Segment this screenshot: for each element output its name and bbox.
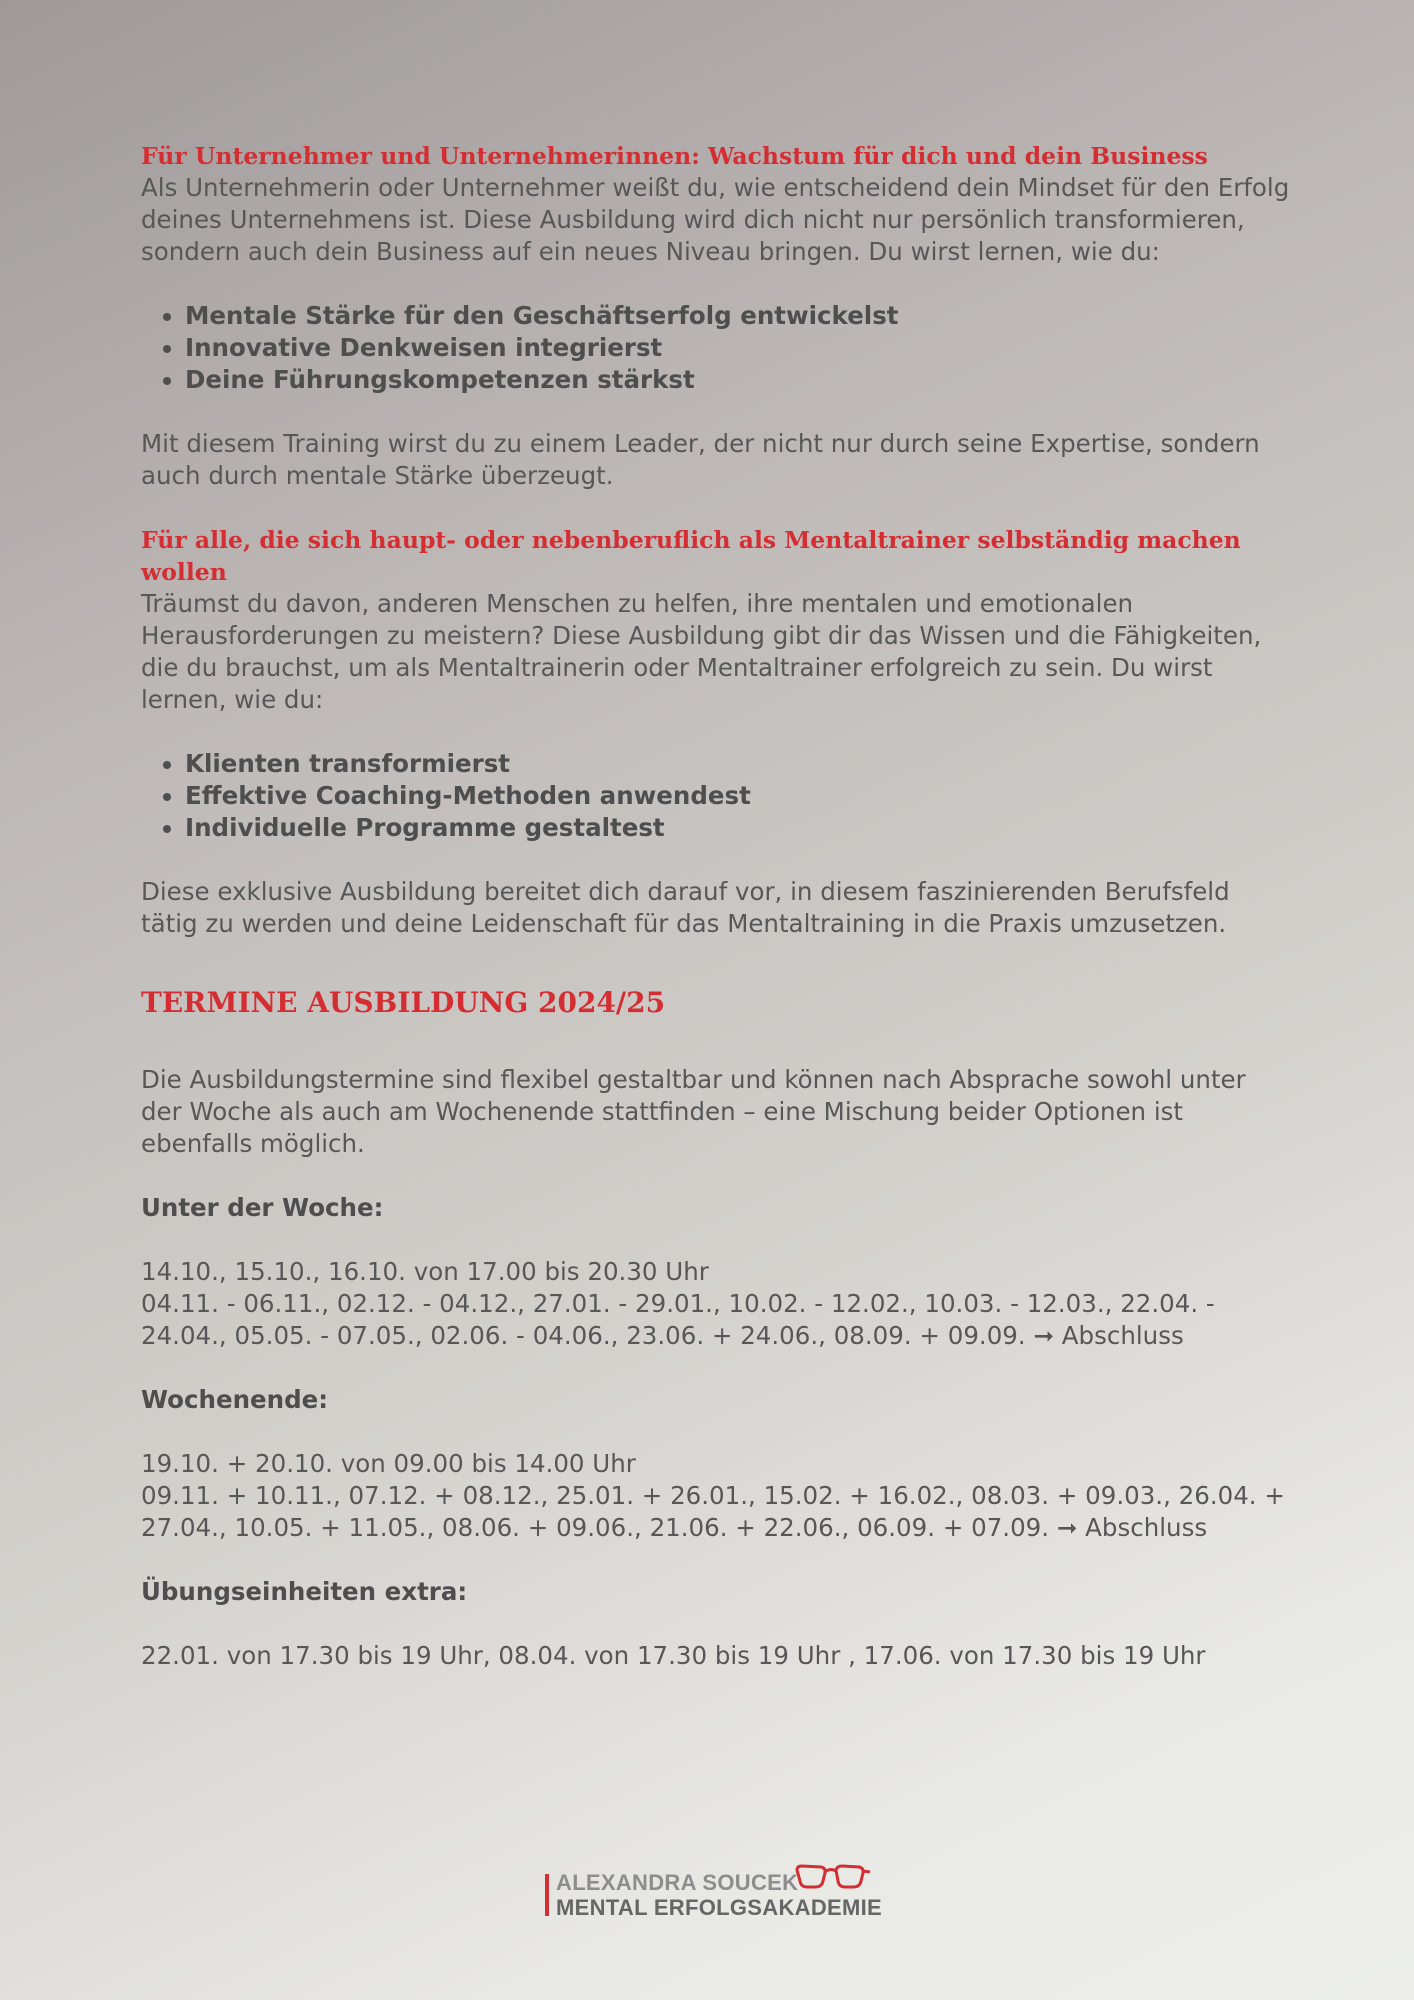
section-trainers-intro: Träumst du davon, anderen Menschen zu helfen, ihre mentalen und emotionalen Herausforderungen zu meistern? Diese Ausbildung gibt dir das Wissen und die Fähigkeiten, die du brauchst, um als Mentaltrainerin oder Mentaltrainer erfolgreich zu sein. Du wirst lernen, wie du: [141, 589, 1262, 714]
section-entrepreneurs-outro: Mit diesem Training wirst du zu einem Leader, der nicht nur durch seine Expertise, sondern auch durch mentale Stärke überzeugt. [141, 429, 1260, 490]
section-entrepreneurs-intro: Als Unternehmerin oder Unternehmer weißt du, wie entscheidend dein Mindset für den Erfolg deines Unternehmens ist. Diese Ausbildung wird dich nicht nur persönlich transformieren, sondern auch dein Business auf ein neues Niveau bringen. Du wirst lernen, wie du: [141, 173, 1290, 266]
section-trainers-list [141, 748, 1291, 844]
list-item: • Effektive Coaching-Methoden anwendest [185, 780, 1291, 812]
list-item: • Deine Führungskompetenzen stärkst [185, 364, 1291, 396]
list-item: • Mentale Stärke für den Geschäftserfolg entwickelst [185, 300, 1291, 332]
weekend-dates: 09.11. + 10.11., 07.12. + 08.12., 25.01. + 26.01., 15.02. + 16.02., 08.03. + 09.03., 26.04. + 27.04., 10.05. + 11.05., 08.06. + 09.06., 21.06. + 22.06., 06.09. + 07.09. ➞ Abschluss [141, 1481, 1285, 1542]
document-page [141, 140, 1291, 1672]
weekend-first-dates: 19.10. + 20.10. von 09.00 bis 14.00 Uhr [141, 1449, 636, 1478]
weekday-label: Unter der Woche: [141, 1193, 384, 1222]
section-entrepreneurs-heading: Für Unternehmer und Unternehmerinnen: Wachstum für dich und dein Business [141, 142, 1208, 170]
weekday-first-dates: 14.10., 15.10., 16.10. von 17.00 bis 20.30 Uhr [141, 1257, 709, 1286]
section-entrepreneurs-list [141, 300, 1291, 396]
list-item: • Klienten transformierst [185, 748, 1291, 780]
section-trainers-heading: Für alle, die sich haupt- oder nebenberuflich als Mentaltrainer selbständig machen wollen [141, 526, 1241, 586]
list-item: • Innovative Denkweisen integrierst [185, 332, 1291, 364]
termine-intro: Die Ausbildungstermine sind flexibel gestaltbar und können nach Absprache sowohl unter der Woche als auch am Wochenende stattfinden – eine Mischung beider Optionen ist ebenfalls möglich. [141, 1065, 1246, 1158]
termine-title: TERMINE AUSBILDUNG 2024/25 [141, 986, 666, 1019]
logo [545, 1862, 883, 1922]
glasses-icon [793, 1862, 871, 1896]
weekday-dates: 04.11. - 06.11., 02.12. - 04.12., 27.01. - 29.01., 10.02. - 12.02., 10.03. - 12.03., 22.04. - 24.04., 05.05. - 07.05., 02.06. - 04.06., 23.06. + 24.06., 08.09. + 09.09. ➞ Abschluss [141, 1289, 1215, 1350]
section-trainers-outro: Diese exklusive Ausbildung bereitet dich darauf vor, in diesem faszinierenden Berufsfeld tätig zu werden und deine Leidenschaft für das Mentaltraining in die Praxis umzusetzen. [141, 877, 1230, 938]
list-item: • Individuelle Programme gestaltest [185, 812, 1291, 844]
logo-name: ALEXANDRA SOUCEK [556, 1870, 799, 1895]
logo-subtitle: MENTAL ERFOLGSAKADEMIE [556, 1895, 883, 1920]
logo-bar [545, 1874, 549, 1916]
extra-label: Übungseinheiten extra: [141, 1577, 468, 1606]
weekend-label: Wochenende: [141, 1385, 329, 1414]
extra-dates: 22.01. von 17.30 bis 19 Uhr, 08.04. von 17.30 bis 19 Uhr , 17.06. von 17.30 bis 19 Uhr [141, 1641, 1206, 1670]
